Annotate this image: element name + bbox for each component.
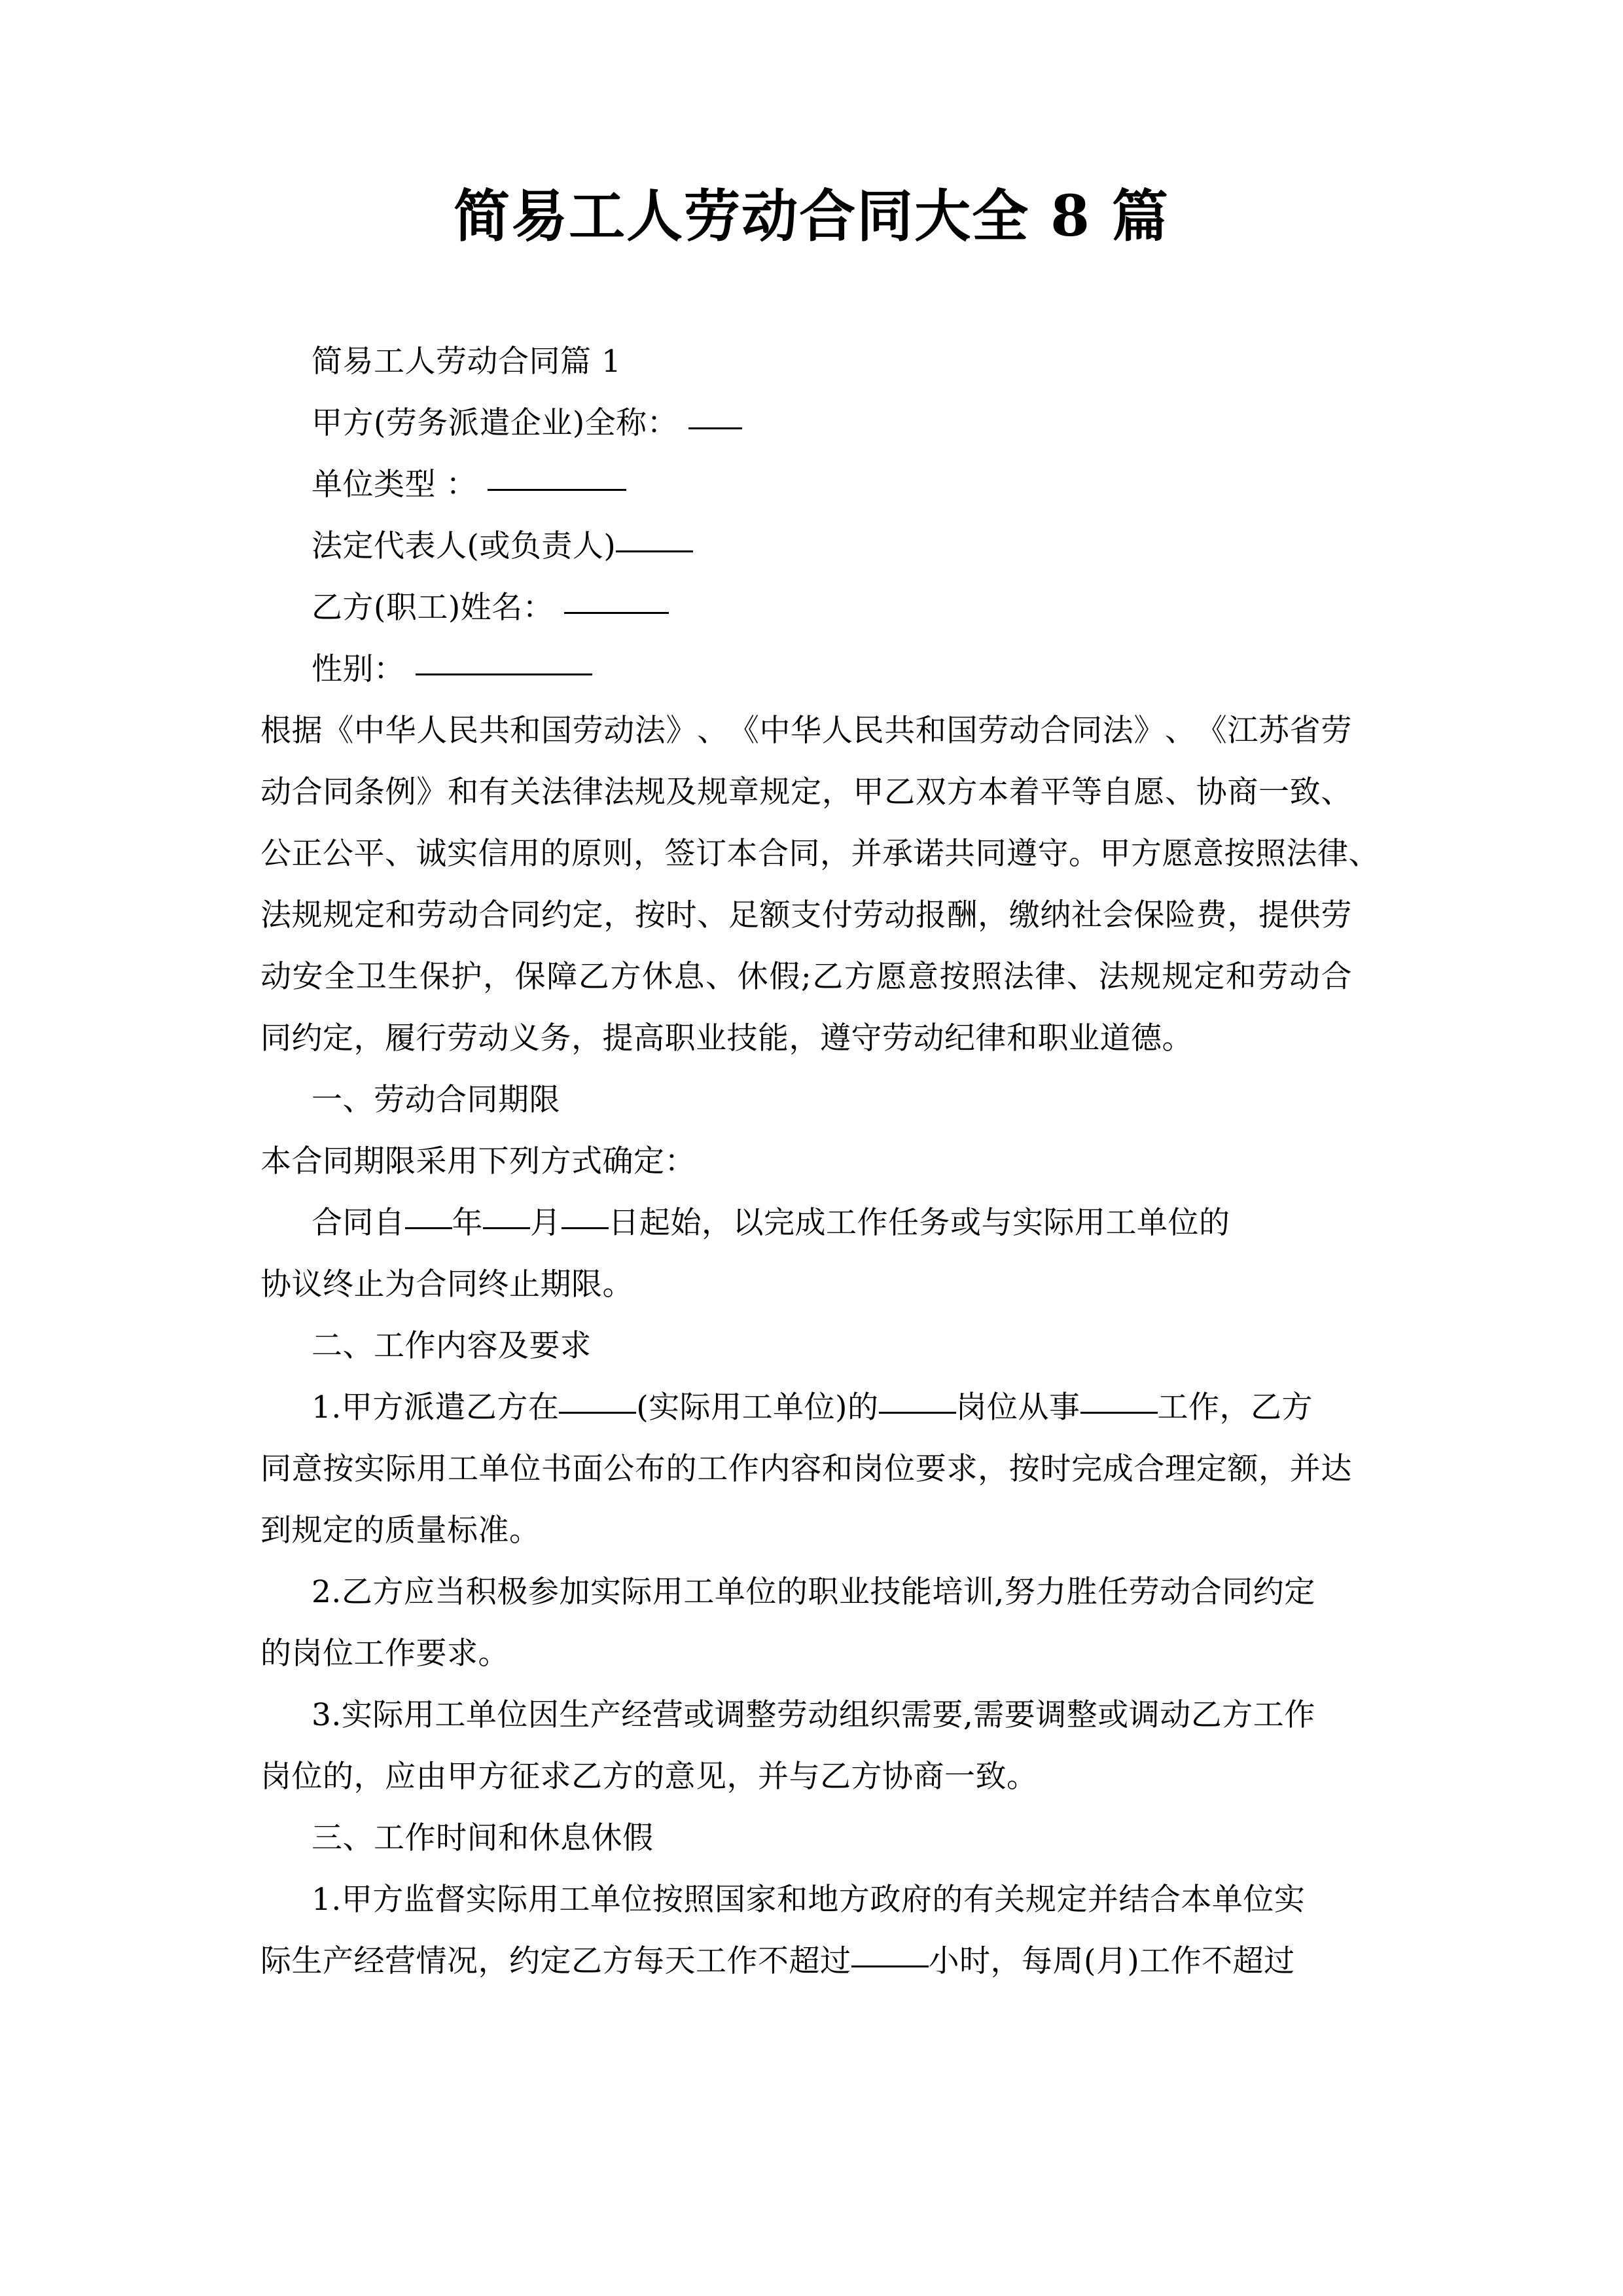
glyph: 、: [697, 897, 728, 933]
glyph: 实: [447, 836, 478, 872]
glyph: 及: [666, 774, 698, 810]
preamble-line: [260, 700, 1352, 762]
glyph: 定: [353, 897, 385, 933]
glyph: 双: [915, 774, 947, 810]
glyph: 法: [260, 897, 292, 933]
glyph: 商: [1227, 774, 1258, 810]
glyph: 单: [478, 1451, 510, 1487]
glyph: 》: [1133, 713, 1165, 749]
blank-input-gender[interactable]: [416, 673, 592, 675]
glyph: 求: [946, 1451, 978, 1487]
glyph: 民: [853, 713, 884, 749]
glyph: 公: [260, 836, 292, 872]
glyph: 动: [1008, 713, 1041, 749]
item-number-1: 1.甲方派遣乙方在: [312, 1390, 560, 1426]
glyph: 付: [821, 897, 853, 933]
glyph: 用: [416, 1451, 448, 1487]
glyph: 愿: [1162, 836, 1193, 872]
glyph: 法: [634, 713, 666, 749]
glyph: 安: [292, 959, 324, 995]
daily-hours-prefix: 际生产经营情况，约定乙方每天工作不超过: [260, 1943, 851, 1979]
glyph: 动: [1289, 959, 1321, 995]
form-label: 性别：: [312, 651, 405, 687]
glyph: 内: [759, 1451, 791, 1487]
blank-input-legal-representative[interactable]: [616, 550, 693, 552]
glyph: 乙: [884, 774, 916, 810]
glyph: 障: [546, 959, 578, 995]
glyph: 面: [572, 1451, 604, 1487]
glyph: 护: [451, 959, 482, 995]
glyph: 江: [1227, 713, 1258, 749]
glyph: 足: [728, 897, 760, 933]
glyph: 法: [1102, 713, 1134, 749]
glyph: 约: [541, 897, 573, 933]
glyph: 条: [353, 774, 385, 810]
glyph: 同: [260, 1451, 292, 1487]
glyph: 同: [510, 897, 541, 933]
section-1-paragraph-2-line-1: [260, 1193, 1352, 1254]
glyph: 合: [1321, 959, 1352, 995]
blank-input-day[interactable]: [562, 1227, 609, 1229]
glyph: 公: [603, 1451, 635, 1487]
blank-input-month[interactable]: [483, 1227, 530, 1229]
glyph: 按: [323, 1451, 354, 1487]
glyph: 法: [541, 774, 573, 810]
glyph: 章: [728, 774, 760, 810]
form-field-unit-type: [260, 454, 1352, 516]
glyph: 合: [1133, 1451, 1165, 1487]
glyph: ，: [1227, 897, 1258, 933]
glyph: 甲: [853, 774, 884, 810]
glyph: 律: [1035, 959, 1066, 995]
glyph: 《: [1196, 713, 1228, 749]
form-field-company-name: [260, 393, 1352, 454]
glyph: 同: [789, 836, 820, 872]
glyph: 成: [1102, 1451, 1134, 1487]
glyph: 。: [1069, 836, 1100, 872]
item-1-mid-a: (实际用工单位)的: [636, 1390, 879, 1426]
glyph: 本: [726, 836, 758, 872]
glyph: 规: [291, 897, 323, 933]
glyph: 和: [1225, 959, 1257, 995]
glyph: 守: [1037, 836, 1069, 872]
section-2-item-1-line-2: [260, 1439, 1352, 1500]
glyph: 工: [697, 1451, 728, 1487]
glyph: 诺: [913, 836, 944, 872]
glyph: 供: [1289, 897, 1321, 933]
glyph: 卫: [355, 959, 387, 995]
item-1-mid-b: 岗位从事: [955, 1390, 1080, 1426]
section-2-item-3-line-1: 3.实际用工单位因生产经营或调整劳动组织需要,需要调整或调动乙方工作: [312, 1697, 1315, 1733]
form-field-employee-name: [260, 577, 1352, 639]
section-1-paragraph-1: 本合同期限采用下列方式确定：: [260, 1143, 696, 1179]
glyph: 完: [1071, 1451, 1103, 1487]
glyph: 等: [1071, 774, 1103, 810]
glyph: 意: [291, 1451, 323, 1487]
blank-input-position[interactable]: [879, 1412, 956, 1414]
glyph: 劳: [1321, 897, 1352, 933]
form-label: 乙方(职工)姓名：: [312, 590, 554, 626]
glyph: 、: [1165, 713, 1196, 749]
glyph: 理: [1165, 1451, 1196, 1487]
glyph: 和: [821, 1451, 853, 1487]
glyph: 、: [385, 836, 416, 872]
glyph: 律: [1317, 836, 1349, 872]
glyph: 生: [387, 959, 419, 995]
blank-input-year[interactable]: [405, 1227, 452, 1229]
glyph: 甲: [1099, 836, 1131, 872]
glyph: 额: [1227, 1451, 1258, 1487]
section-2-item-1-line-3: 到规定的质量标准。: [260, 1513, 541, 1549]
contract-start-suffix: 日起始，以完成工作任务或与实际用工单位的: [608, 1205, 1230, 1241]
glyph: 公: [323, 836, 354, 872]
glyph: 订: [696, 836, 727, 872]
glyph: 中: [759, 713, 791, 749]
blank-input-unit-type[interactable]: [488, 489, 626, 491]
glyph: 共: [944, 836, 976, 872]
glyph: 乙: [578, 959, 610, 995]
section-3-item-1-line-2: [260, 1931, 1352, 1992]
glyph: 定: [572, 897, 604, 933]
glyph: 律: [572, 774, 604, 810]
preamble-line: [260, 1008, 1352, 1069]
glyph: 、: [697, 713, 728, 749]
glyph: 意: [1193, 836, 1224, 872]
glyph: 和: [510, 713, 541, 749]
glyph: 劳: [416, 897, 448, 933]
glyph: 乙: [812, 959, 844, 995]
form-label: 甲方(劳务派遣企业)全称：: [312, 405, 679, 441]
glyph: 社: [1071, 897, 1103, 933]
glyph: 则: [602, 836, 633, 872]
form-field-legal-representative: [260, 516, 1352, 577]
glyph: 法: [603, 774, 635, 810]
glyph: 《: [323, 713, 354, 749]
glyph: 保: [419, 959, 451, 995]
document-body: [260, 331, 1380, 1992]
glyph: 休: [737, 959, 769, 995]
glyph: 按: [1224, 836, 1255, 872]
glyph: 的: [666, 1451, 698, 1487]
preamble-line: [260, 885, 1352, 946]
preamble-line: [260, 946, 1352, 1008]
glyph: 协: [1196, 774, 1228, 810]
section-heading-3: 三、工作时间和休息休假: [312, 1820, 654, 1856]
glyph: 工: [447, 1451, 479, 1487]
section-1-paragraph-2-line-2: 协议终止为合同终止期限。: [260, 1266, 633, 1302]
daily-hours-suffix: 小时，每周(月)工作不超过: [928, 1943, 1295, 1979]
glyph: 布: [634, 1451, 666, 1487]
glyph: 休: [641, 959, 673, 995]
glyph: 额: [759, 897, 791, 933]
glyph: 人: [821, 713, 853, 749]
glyph: 信: [478, 836, 509, 872]
glyph: 共: [884, 713, 916, 749]
glyph: 原: [571, 836, 603, 872]
glyph: ，: [1258, 1451, 1290, 1487]
section-heading-1: 一、劳动合同期限: [312, 1082, 560, 1118]
glyph: 方: [946, 774, 978, 810]
glyph: 动: [447, 897, 479, 933]
glyph: ，: [483, 959, 514, 995]
glyph: 华: [385, 713, 417, 749]
glyph: 有: [478, 774, 510, 810]
section-heading-2: 二、工作内容及要求: [312, 1328, 592, 1364]
glyph: ;: [800, 959, 812, 995]
glyph: 法: [1286, 836, 1317, 872]
glyph: 、: [1066, 959, 1098, 995]
glyph: 国: [541, 713, 573, 749]
glyph: 中: [353, 713, 385, 749]
glyph: 保: [514, 959, 546, 995]
glyph: 动: [260, 774, 292, 810]
glyph: 例: [385, 774, 417, 810]
glyph: 假: [769, 959, 800, 995]
form-label: 单位类型 ：: [312, 467, 477, 503]
glyph: 要: [915, 1451, 947, 1487]
glyph: 致: [1289, 774, 1321, 810]
glyph: 达: [1321, 1451, 1352, 1487]
glyph: 规: [323, 897, 354, 933]
glyph: 合: [1040, 713, 1071, 749]
glyph: 定: [1196, 1451, 1228, 1487]
glyph: ，: [633, 836, 665, 872]
glyph: 按: [1008, 1451, 1041, 1487]
glyph: 的: [540, 836, 571, 872]
glyph: 根: [260, 713, 292, 749]
glyph: 平: [353, 836, 385, 872]
glyph: 并: [1289, 1451, 1321, 1487]
glyph: 定: [791, 774, 822, 810]
glyph: 书: [541, 1451, 573, 1487]
glyph: 岗: [853, 1451, 884, 1487]
glyph: 》: [416, 774, 448, 810]
glyph: 关: [510, 774, 541, 810]
glyph: 愿: [1133, 774, 1165, 810]
glyph: 、: [1348, 836, 1380, 872]
glyph: 法: [1098, 959, 1130, 995]
glyph: 动: [260, 959, 292, 995]
glyph: 动: [884, 897, 916, 933]
glyph: 规: [759, 774, 791, 810]
preamble-text: 同约定，履行劳动义务，提高职业技能，遵守劳动纪律和职业道德。: [260, 1020, 1193, 1056]
glyph: 费: [1196, 897, 1228, 933]
glyph: 法: [1003, 959, 1035, 995]
glyph: 按: [634, 897, 666, 933]
glyph: 用: [509, 836, 541, 872]
glyph: 定: [1194, 959, 1225, 995]
blank-input-company-name[interactable]: [688, 427, 742, 429]
glyph: 《: [728, 713, 760, 749]
blank-input-job-type[interactable]: [1080, 1412, 1158, 1414]
blank-input-daily-hours[interactable]: [851, 1965, 929, 1967]
unit-month: 月: [530, 1205, 562, 1241]
glyph: 诚: [416, 836, 447, 872]
glyph: 、: [1165, 774, 1196, 810]
glyph: 和: [915, 713, 947, 749]
glyph: ，: [978, 897, 1009, 933]
glyph: 按: [939, 959, 971, 995]
glyph: 方: [610, 959, 641, 995]
glyph: 着: [1008, 774, 1041, 810]
preamble-line: [260, 762, 1352, 823]
glyph: 苏: [1258, 713, 1290, 749]
glyph: 劳: [1257, 959, 1289, 995]
glyph: 提: [1258, 897, 1290, 933]
glyph: 劳: [1321, 713, 1352, 749]
page-title: 简易工人劳动合同大全 8 篇: [454, 183, 1169, 249]
glyph: 、: [1321, 774, 1352, 810]
glyph: 平: [1040, 774, 1071, 810]
glyph: 规: [634, 774, 666, 810]
contract-start-prefix: 合同自: [312, 1205, 405, 1241]
glyph: 民: [447, 713, 479, 749]
glyph: 本: [978, 774, 1009, 810]
glyph: 方: [1131, 836, 1162, 872]
section-2-item-2-line-1: 2.乙方应当积极参加实际用工单位的职业技能培训,努力胜任劳动合同约定: [312, 1574, 1315, 1610]
glyph: 据: [291, 713, 323, 749]
section-2-item-2-line-2: 的岗位工作要求。: [260, 1636, 509, 1672]
glyph: 同: [1071, 713, 1103, 749]
glyph: 合: [758, 836, 789, 872]
glyph: 时: [1040, 1451, 1071, 1487]
glyph: 一: [1258, 774, 1290, 810]
glyph: 报: [915, 897, 947, 933]
glyph: 自: [1102, 774, 1134, 810]
glyph: 劳: [853, 897, 884, 933]
glyph: 签: [664, 836, 696, 872]
glyph: 共: [478, 713, 510, 749]
glyph: 》: [666, 713, 698, 749]
glyph: 支: [791, 897, 822, 933]
glyph: 意: [907, 959, 939, 995]
glyph: 和: [447, 774, 479, 810]
glyph: 会: [1102, 897, 1134, 933]
glyph: ，: [820, 836, 851, 872]
glyph: 息: [673, 959, 705, 995]
glyph: 国: [946, 713, 978, 749]
glyph: 、: [705, 959, 737, 995]
section-2-item-1-line-1: [260, 1377, 1352, 1439]
glyph: 全: [324, 959, 355, 995]
blank-input-employee-name[interactable]: [564, 612, 669, 614]
item-1-end: 工作，乙方: [1157, 1390, 1313, 1426]
blank-input-actual-employer[interactable]: [559, 1412, 636, 1414]
glyph: 险: [1165, 897, 1196, 933]
glyph: 劳: [572, 713, 604, 749]
glyph: 承: [882, 836, 914, 872]
glyph: 合: [291, 774, 323, 810]
glyph: 动: [603, 713, 635, 749]
glyph: 际: [385, 1451, 417, 1487]
glyph: 规: [697, 774, 728, 810]
glyph: 同: [975, 836, 1007, 872]
glyph: 缴: [1008, 897, 1041, 933]
glyph: 位: [884, 1451, 916, 1487]
glyph: 正: [291, 836, 323, 872]
glyph: ，: [603, 897, 635, 933]
section-label: 简易工人劳动合同篇 1: [312, 344, 622, 380]
glyph: 和: [385, 897, 417, 933]
glyph: 合: [478, 897, 510, 933]
glyph: 劳: [978, 713, 1009, 749]
glyph: 照: [1255, 836, 1287, 872]
glyph: 并: [851, 836, 882, 872]
glyph: 人: [416, 713, 448, 749]
glyph: 省: [1289, 713, 1321, 749]
glyph: 酬: [946, 897, 978, 933]
glyph: 规: [1130, 959, 1162, 995]
glyph: 保: [1133, 897, 1165, 933]
glyph: 愿: [876, 959, 907, 995]
form-field-gender: [260, 639, 1352, 700]
section-2-item-3-line-2: 岗位的，应由甲方征求乙方的意见，并与乙方协商一致。: [260, 1759, 1038, 1795]
glyph: 实: [353, 1451, 385, 1487]
unit-year: 年: [452, 1205, 483, 1241]
glyph: 同: [323, 774, 354, 810]
glyph: ，: [821, 774, 853, 810]
preamble-line: [260, 823, 1380, 885]
form-label: 法定代表人(或负责人): [312, 528, 616, 564]
glyph: ，: [978, 1451, 1009, 1487]
section-3-item-1-line-1: 1.甲方监督实际用工单位按照国家和地方政府的有关规定并结合本单位实: [312, 1882, 1306, 1918]
glyph: 照: [971, 959, 1003, 995]
glyph: 规: [1162, 959, 1194, 995]
glyph: 遵: [1007, 836, 1038, 872]
glyph: 作: [728, 1451, 760, 1487]
glyph: 纳: [1040, 897, 1071, 933]
glyph: 方: [844, 959, 876, 995]
glyph: 容: [791, 1451, 822, 1487]
glyph: 华: [791, 713, 822, 749]
glyph: 位: [510, 1451, 541, 1487]
glyph: 时: [666, 897, 698, 933]
